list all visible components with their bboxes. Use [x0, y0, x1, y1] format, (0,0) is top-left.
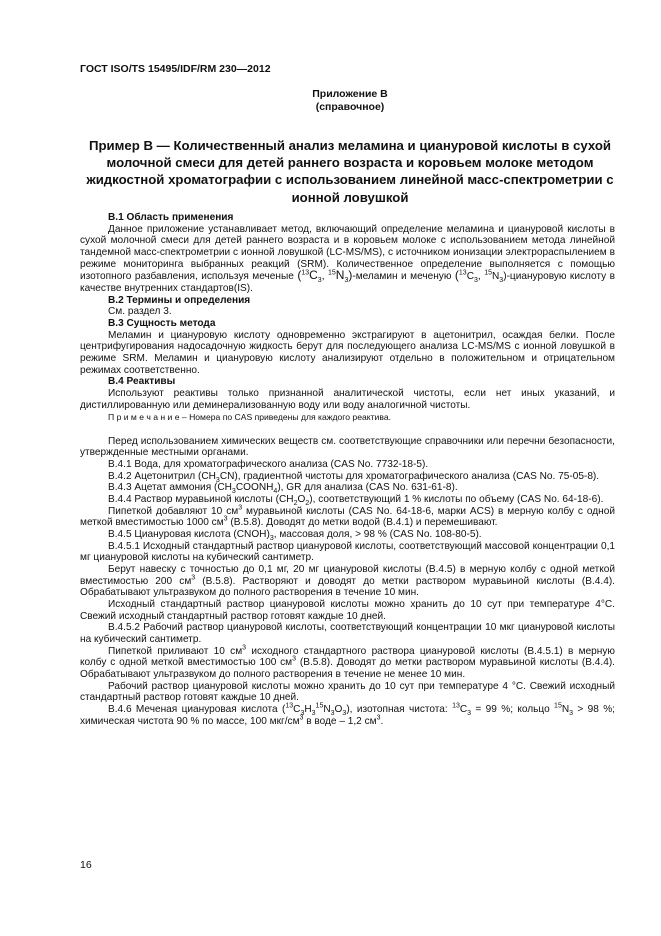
heading-b1: В.1 Область применения [108, 212, 234, 223]
paragraph-storage-1: Исходный стандартный раствор циануровой кислоты можно хранить до 10 сут при температуре 4°C. Свежий исходный стандартный раствор готовят каждые 10 дней. [80, 599, 615, 622]
paragraph-b1: Данное приложение устанавливает метод, включающий определение меламина и циануровой кислоты в сухой молочной смеси для детей раннего возраста и в коровьем молоке с использованием метода линейной тандемной масс-спектрометрии с ионной ловушкой (LC-MS/MS), с источником ионизации электрораспылением в режиме мониторинга выбранных реакций (SRM). Количественное определение выполняется с помощью изотопного разбавления, используя меченые ($^{13}C_3$, $^{15}N_3$)-меламин и меченую ($^{13}C_3$, $^{15}N_3$)-циануровую кислоту в качестве внутренних стандартов(IS). [80, 223, 616, 294]
document-body [80, 212, 615, 727]
section-title: Пример В — Количественный анализ меламина и циануровой кислоты в сухой молочной смеси для детей раннего возраста и коровьем молоке методом жидкостной хроматографии с использованием линейной масс-спектрометрии с ионной ловушкой [86, 138, 614, 205]
paragraph-b46: В.4.6 Меченая циануровая кислота $(^{13}C_3H_3^{15}N_3O_3)$, изотопная чистота: $^{13}C_3 = 99$ %; кольцо $^{15}N_3 > 98$ %; химическая чистота 90 % по массе, 100 мкг/$см^3$ в воде – 1,2 $см^3$. [80, 702, 615, 727]
heading-b3: В.3 Сущность метода [108, 317, 216, 329]
paragraph-pipette-2: Пипеткой приливают 10 $см^3$ исходного стандартного раствора циануровой кислоты (В.4.5.1) в мерную колбу с одной меткой вместимостью 100 $см^3$ (В.5.8). Доводят до метки раствором муравьиной кислоты (В.4.4). Обрабатывают ультразвуком до полного растворения в течение не менее 10 мин. [80, 644, 615, 680]
appendix-type: (справочное) [315, 101, 385, 113]
paragraph-weigh: Берут навеску с точностью до 0,1 мг, 20 мг циануровой кислоты (В.4.5) в мерную колбу с одной меткой вместимостью 200 $см^3$ (В.5.8). Растворяют и доводят до метки раствором муравьиной кислоты (В.4.4). Обрабатывают ультразвуком до полного растворения в течение 10 мин. [80, 564, 615, 599]
paragraph-b4: Используют реактивы только признанной аналитической чистоты, если нет иных указаний, и дистиллированную или деминерализованную воду или воду аналогичной чистоты. [80, 387, 615, 411]
page-number: 16 [80, 859, 92, 871]
paragraph-storage-2: Рабочий раствор циануровой кислоты можно хранить до 10 сут при температуре 4 °C. Свежий исходный стандартный раствор готовят каждые 10 дней. [80, 680, 615, 704]
heading-b2: В.2 Термины и определения [108, 294, 251, 306]
note: П р и м е ч а н и е – Номера по CAS приведены для каждого реактива. [108, 412, 391, 423]
paragraph-b44: В.4.4 Раствор муравьиной кислоты $(CH_2O_2)$, соответствующий 1 % кислоты по объему (CAS No. 64-18-6). [108, 494, 604, 508]
paragraph-b451: В.4.5.1 Исходный стандартный раствор циануровой кислоты, соответствующий массовой концентрации 0,1 мг циануровой кислоты на кубический сантиметр. [80, 540, 615, 564]
paragraph-b41: В.4.1 Вода, для хроматографического анализа (CAS No. 7732-18-5). [108, 459, 429, 471]
paragraph-b3: Меламин и циануровую кислоту одновременно экстрагируют в ацетонитрил, осаждая белки. После центрифугирования надосадочную жидкость берут для последующего анализа LC-MS/MS с ионной ловушкой в режиме SRM. Меламин и циануровую кислоту анализируют отдельно в положительном и отрицательном режимах соответственно. [80, 329, 615, 376]
appendix-label: Приложение В [312, 88, 388, 100]
paragraph-b43: В.4.3 Ацетат аммония $(CH_3COONH_4)$, GR для анализа (CAS No. 631-61-8). [108, 482, 458, 496]
heading-b4: В.4 Реактивы [108, 376, 176, 388]
document-header: ГОСТ ISO/TS 15495/IDF/RM 230—2012 [80, 63, 271, 75]
paragraph-b2: См. раздел 3. [108, 306, 172, 318]
paragraph-b42: В.4.2 Ацетонитрил $(CH_3CN)$, градиентной чистоты для хроматографического анализа (CAS No. 75-05-8). [108, 470, 600, 484]
paragraph-b452: В.4.5.2 Рабочий раствор циануровой кислоты, соответствующий концентрации 10 мкг циануровой кислоты на кубический сантиметр. [80, 622, 615, 645]
paragraph-before-use: Перед использованием химических веществ см. соответствующие справочники или перечни безопасности, утвержденные местными органами. [80, 435, 615, 459]
paragraph-pipette-1: Пипеткой добавляют 10 $см^3$ муравьиной кислоты (CAS No. 64-18-6, марки ACS) в мерную колбу с одной меткой вместимостью 1000 $см^3$ (В.5.8). Доводят до метки водой (В.4.1) и перемешивают. [80, 504, 616, 529]
paragraph-b45: В.4.5 Циануровая кислота $(CNOH)_3$, массовая доля, > 98 % (CAS No. 108-80-5). [108, 529, 482, 543]
